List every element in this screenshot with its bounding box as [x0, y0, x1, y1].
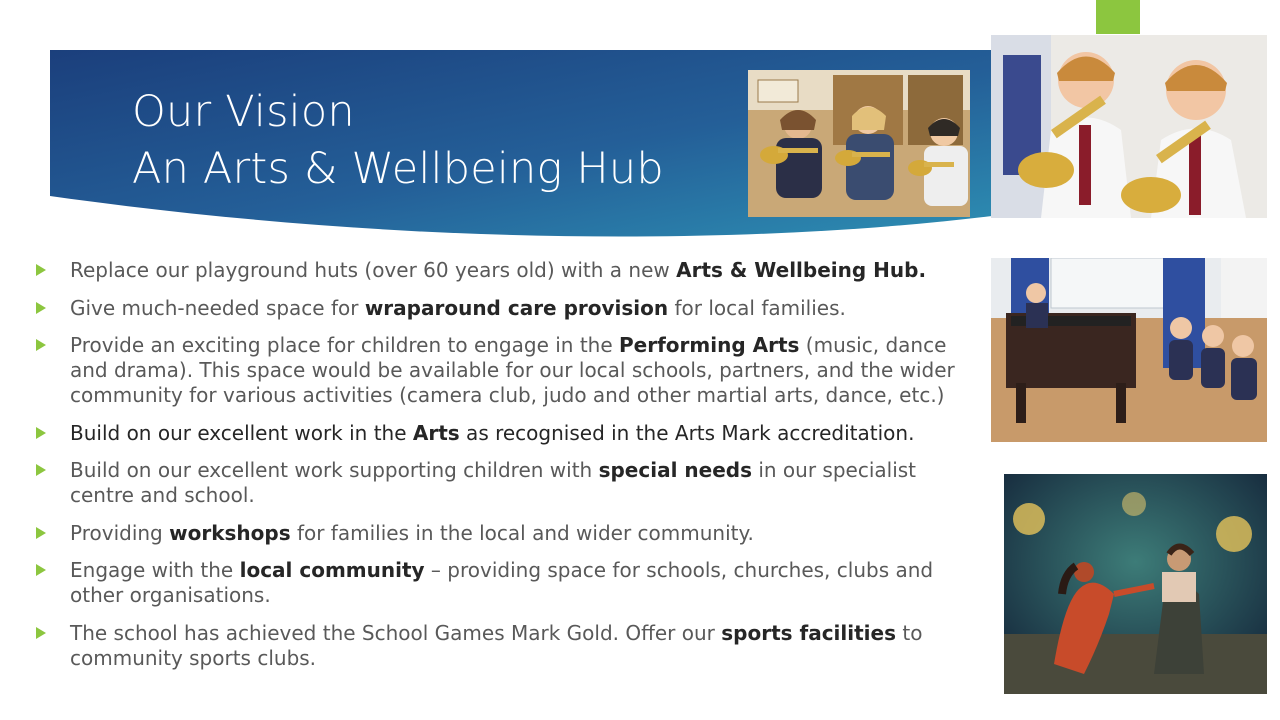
- list-item: [36, 333, 984, 408]
- arrow-bullet-icon: [36, 302, 46, 314]
- arrow-bullet-icon: [36, 264, 46, 276]
- arrow-bullet-icon: [36, 527, 46, 539]
- bullet-bold-text: workshops: [169, 520, 291, 545]
- bullet-text: Build on our excellent work in the: [70, 420, 413, 445]
- list-item: [36, 558, 984, 608]
- bullet-bold-text: Performing Arts: [619, 333, 800, 357]
- bullet-text: (music, dance and drama). This space would be available for our local schools, partners, and the wider community for various activities (camera club, judo and other martial arts, dance, etc.): [70, 333, 955, 407]
- bullet-text: The school has achieved the School Games Mark Gold. Offer our: [70, 620, 722, 645]
- slide-title: [132, 84, 664, 198]
- bullet-text: Build on our excellent work supporting children with: [70, 458, 599, 482]
- photo-girls-cornets: [748, 70, 970, 217]
- list-item: [36, 621, 984, 671]
- arrow-bullet-icon: [36, 339, 46, 351]
- bullet-text: as recognised in the Arts Mark accreditation.: [459, 420, 915, 445]
- title-line-2: An Arts & Wellbeing Hub: [132, 144, 664, 194]
- bullet-bold-text: Arts & Wellbeing Hub.: [676, 258, 927, 282]
- vision-bullet-list: [36, 258, 984, 683]
- list-item: [36, 458, 984, 508]
- bullet-bold-text: wraparound care provision: [364, 295, 669, 320]
- bullet-text: in our specialist centre and school.: [70, 458, 917, 507]
- bullet-text: to community sports clubs.: [70, 620, 923, 670]
- bullet-text: – providing space for schools, churches, clubs and other organisations.: [70, 558, 934, 607]
- bullet-bold-text: Arts: [412, 420, 460, 445]
- bullet-text: Provide an exciting place for children to engage in the: [70, 333, 620, 357]
- bullet-text: Engage with the: [70, 558, 240, 582]
- bullet-text: Providing: [70, 520, 170, 545]
- bullet-bold-text: local community: [239, 558, 425, 582]
- list-item: [36, 258, 984, 283]
- bullet-text: Give much-needed space for: [70, 295, 365, 320]
- photo-dance-painting: [1004, 474, 1267, 694]
- photo-piano-class: [991, 258, 1267, 442]
- arrow-bullet-icon: [36, 464, 46, 476]
- list-item: [36, 521, 984, 546]
- bullet-text: for families in the local and wider community.: [290, 520, 754, 545]
- bullet-bold-text: sports facilities: [721, 620, 897, 645]
- arrow-bullet-icon: [36, 564, 46, 576]
- list-item: [36, 296, 984, 321]
- arrow-bullet-icon: [36, 627, 46, 639]
- list-item: [36, 421, 984, 446]
- photo-boys-cornets: [991, 35, 1267, 218]
- arrow-bullet-icon: [36, 427, 46, 439]
- bullet-text: Replace our playground huts (over 60 years old) with a new: [70, 258, 677, 282]
- title-line-1: Our Vision: [132, 87, 355, 137]
- bullet-text: for local families.: [668, 295, 846, 320]
- bullet-bold-text: special needs: [598, 458, 752, 482]
